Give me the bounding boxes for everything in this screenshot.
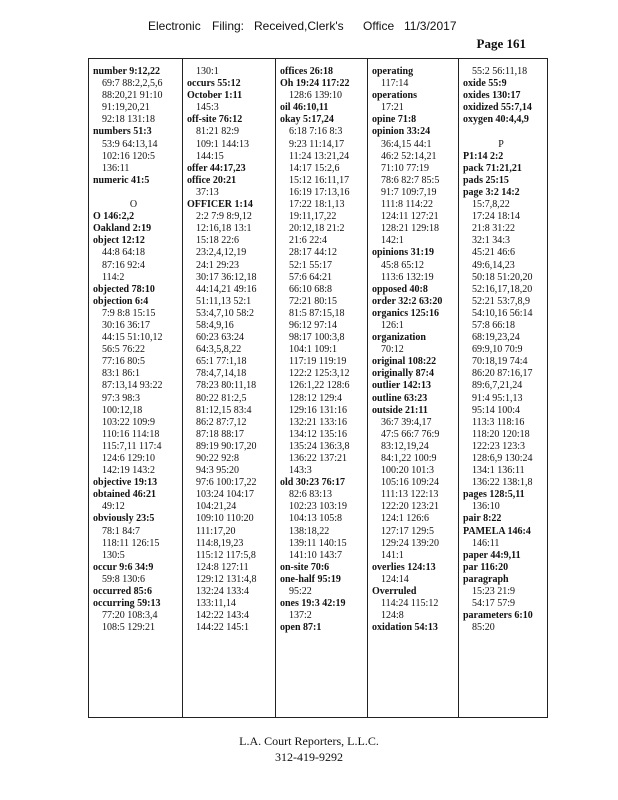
index-term: originally 87:4 (372, 368, 434, 380)
index-reference: 113:3 118:16 (472, 416, 525, 428)
index-reference: 36:4,15 44:1 (381, 138, 432, 150)
index-reference: 45:8 65:12 (381, 259, 425, 271)
index-reference: 57:8 66:18 (472, 319, 516, 331)
index-reference: 95:14 100:4 (472, 404, 521, 416)
index-reference: 111:13 122:13 (381, 489, 439, 501)
index-reference: 126:1 (381, 319, 404, 331)
index-reference: 77:16 80:5 (102, 356, 146, 368)
index-reference: 144:15 (196, 150, 224, 162)
index-term: original 108:22 (372, 356, 437, 368)
index-reference: 117:14 (381, 78, 409, 90)
index-term: old 30:23 76:17 (280, 477, 345, 489)
index-reference: 23:2,4,12,19 (196, 247, 247, 259)
index-reference: 129:16 131:16 (289, 404, 348, 416)
index-reference: 83:12,19,24 (381, 440, 429, 452)
index-reference: 77:20 108:3,4 (102, 610, 158, 622)
index-reference: 100:12,18 (102, 404, 143, 416)
index-reference: 30:16 36:17 (102, 319, 151, 331)
header-date: 11/3/2017 (404, 19, 457, 33)
spacer (93, 187, 182, 199)
index-term: open 87:1 (280, 622, 322, 634)
index-reference: 70:12 (381, 344, 404, 356)
index-term: parameters 6:10 (463, 610, 533, 622)
index-reference: 135:24 136:3,8 (289, 440, 350, 452)
index-reference: 103:22 109:9 (102, 416, 156, 428)
index-reference: 109:1 144:13 (196, 138, 250, 150)
index-reference: 53:4,7,10 58:2 (196, 307, 255, 319)
index-reference: 136:10 (472, 501, 500, 513)
page-number: Page 161 (476, 36, 526, 51)
index-term: number 9:12,22 (93, 66, 161, 77)
index-reference: 86:2 87:7,12 (196, 416, 247, 428)
index-term: on-site 70:6 (280, 561, 330, 573)
index-reference: 96:12 97:14 (289, 319, 338, 331)
index-reference: 21:8 31:22 (472, 223, 516, 235)
index-reference: 98:17 100:3,8 (289, 332, 345, 344)
index-reference: 50:18 51:20,20 (472, 271, 533, 283)
index-term: offer 44:17,23 (187, 162, 246, 174)
index-reference: 86:20 87:16,17 (472, 368, 533, 380)
index-reference: 141:1 (381, 549, 404, 561)
index-term: Overruled (372, 586, 417, 598)
index-reference: 52:16,17,18,20 (472, 283, 533, 295)
index-reference: 47:5 66:7 76:9 (381, 428, 440, 440)
index-term: page 3:2 14:2 (463, 186, 520, 198)
index-term: office 20:21 (187, 174, 237, 186)
index-reference: 58:4,9,16 (196, 319, 234, 331)
index-reference: 84:1,22 100:9 (381, 453, 437, 464)
index-reference: 7:9 8:8 15:15 (102, 307, 156, 319)
index-term: organics 125:16 (372, 307, 439, 319)
index-term: P1:14 2:2 (463, 150, 504, 162)
index-reference: 126:1,22 128:6 (289, 380, 350, 392)
index-reference: 124:14 (381, 573, 409, 585)
index-reference: 54:17 57:9 (472, 598, 516, 610)
index-term: occurred 85:6 (93, 586, 152, 598)
index-reference: 92:18 131:18 (102, 114, 156, 126)
index-reference: 97:3 98:3 (102, 392, 141, 404)
index-reference: 132:24 133:4 (196, 586, 250, 598)
index-reference: 80:22 81:2,5 (196, 392, 247, 404)
index-reference: 44:8 64:18 (102, 247, 146, 259)
index-reference: 12:16,18 13:1 (196, 223, 252, 235)
index-term: Oh 19:24 117:22 (280, 78, 350, 90)
index-reference: 133:11,14 (196, 598, 236, 610)
index-reference: 141:10 143:7 (289, 549, 343, 561)
index-reference: 130:1 (196, 66, 219, 77)
index-reference: 52:1 55:17 (289, 259, 333, 271)
footer-company: L.A. Court Reporters, L.L.C. (239, 734, 379, 748)
index-reference: 111:17,20 (196, 525, 236, 537)
index-reference: 17:21 (381, 102, 404, 114)
index-reference: 45:21 46:6 (472, 247, 516, 259)
index-reference: 102:23 103:19 (289, 501, 348, 513)
index-reference: 127:17 129:5 (381, 525, 435, 537)
index-term: pack 71:21,21 (463, 162, 522, 174)
index-reference: 20:12,18 21:2 (289, 223, 345, 235)
index-reference: 60:23 63:24 (196, 332, 245, 344)
index-term: numbers 51:3 (93, 126, 152, 138)
index-reference: 6:18 7:16 8:3 (289, 126, 343, 138)
index-term: object 12:12 (93, 235, 145, 247)
index-term: pads 25:15 (463, 174, 509, 186)
index-reference: 128:6 139:10 (289, 90, 343, 102)
index-reference: 37:13 (196, 186, 219, 198)
index-reference: 118:20 120:18 (472, 428, 530, 440)
index-reference: 11:24 13:21,24 (289, 150, 350, 162)
index-reference: 49:6,14,23 (472, 259, 515, 271)
index-reference: 111:8 114:22 (381, 199, 433, 211)
index-reference: 104:13 105:8 (289, 513, 343, 525)
index-reference: 2:2 7:9 8:9,12 (196, 211, 252, 223)
index-reference: 89:6,7,21,24 (472, 380, 523, 392)
index-term: oxidized 55:7,14 (463, 102, 532, 114)
index-reference: 36:7 39:4,17 (381, 416, 432, 428)
index-reference: 139:11 140:15 (289, 537, 347, 549)
index-term: operations (372, 90, 417, 102)
index-reference: 66:10 68:8 (289, 283, 333, 295)
index-reference: 132:21 133:16 (289, 416, 348, 428)
index-reference: 15:18 22:6 (196, 235, 240, 247)
index-reference: 81:12,15 83:4 (196, 404, 252, 416)
index-column-2 (182, 59, 275, 717)
index-reference: 15:23 21:9 (472, 586, 516, 598)
index-term: obviously 23:5 (93, 513, 155, 525)
index-reference: 44:14,21 49:16 (196, 283, 257, 295)
index-reference: 87:16 92:4 (102, 259, 146, 271)
index-term: obtained 46:21 (93, 489, 157, 501)
index-term: oxygen 40:4,4,9 (463, 114, 529, 126)
index-reference: 117:19 119:19 (289, 356, 347, 368)
index-reference: 68:19,23,24 (472, 332, 520, 344)
index-term: PAMELA 146:4 (463, 525, 531, 537)
index-reference: 122:20 123:21 (381, 501, 440, 513)
index-reference: 136:22 138:1,8 (472, 477, 533, 489)
index-reference: 118:11 126:15 (102, 537, 160, 549)
index-term: organization (372, 332, 426, 344)
index-reference: 91:7 109:7,19 (381, 186, 437, 198)
index-reference: 15:7,8,22 (472, 199, 510, 211)
index-reference: 17:22 18:1,13 (289, 199, 345, 211)
index-reference: 91:19,20,21 (102, 102, 150, 114)
index-term: opposed 40:8 (372, 283, 428, 295)
index-reference: 81:21 82:9 (196, 126, 240, 138)
index-reference: 52:21 53:7,8,9 (472, 295, 531, 307)
index-reference: 59:8 130:6 (102, 573, 146, 585)
index-reference: 143:3 (289, 465, 312, 477)
index-term: opinions 31:19 (372, 247, 434, 259)
header-electronic: Electronic (148, 19, 201, 33)
header-received: Received,Clerk's (254, 19, 344, 33)
index-reference: 114:8,19,23 (196, 537, 244, 549)
index-reference: 51:11,13 52:1 (196, 295, 252, 307)
index-reference: 53:9 64:13,14 (102, 138, 158, 150)
index-reference: 94:3 95:20 (196, 465, 240, 477)
index-reference: 95:22 (289, 586, 312, 598)
index-reference: 56:5 76:22 (102, 344, 146, 356)
header-filing: Filing: (212, 19, 245, 33)
footer-phone: 312-419-9292 (275, 750, 343, 764)
index-term: numeric 41:5 (93, 174, 150, 186)
index-term: objected 78:10 (93, 283, 155, 295)
index-reference: 124:8 127:11 (196, 561, 249, 573)
index-reference: 142:1 (381, 235, 404, 247)
index-reference: 128:6,9 130:24 (472, 453, 533, 464)
index-reference: 65:1 77:1,18 (196, 356, 247, 368)
index-reference: 88:20,21 91:10 (102, 90, 163, 102)
index-reference: 70:18,19 74:4 (472, 356, 528, 368)
index-reference: 114:24 115:12 (381, 598, 439, 610)
index-term: oxidation 54:13 (372, 622, 438, 634)
header-office: Office (363, 19, 395, 33)
index-reference: 100:20 101:3 (381, 465, 435, 477)
index-reference: 69:7 88:2,2,5,6 (102, 78, 163, 90)
index-column-1 (89, 59, 182, 717)
index-reference: 24:1 29:23 (196, 259, 240, 271)
index-reference: 82:6 83:13 (289, 489, 333, 501)
index-reference: 130:5 (102, 549, 125, 561)
index-reference: 110:16 114:18 (102, 428, 160, 440)
index-reference: 124:1 126:6 (381, 513, 430, 525)
index-reference: 124:8 (381, 610, 404, 622)
index-reference: 142:22 143:4 (196, 610, 250, 622)
index-reference: 16:19 17:13,16 (289, 186, 350, 198)
index-term: ones 19:3 42:19 (280, 598, 346, 610)
index-term: order 32:2 63:20 (372, 295, 443, 307)
index-term: paragraph (463, 573, 509, 585)
index-reference: 108:5 129:21 (102, 622, 156, 634)
index-reference: 30:17 36:12,18 (196, 271, 257, 283)
index-column-3 (275, 59, 367, 717)
index-reference: 122:2 125:3,12 (289, 368, 350, 380)
index-reference: 71:10 77:19 (381, 162, 430, 174)
index-reference: 69:9,10 70:9 (472, 344, 523, 356)
index-term: occur 9:6 34:9 (93, 561, 154, 573)
index-reference: 104:21,24 (196, 501, 237, 513)
index-reference: 55:2 56:11,18 (472, 66, 528, 77)
index-reference: 14:17 15:2,6 (289, 162, 340, 174)
index-reference: 122:23 123:3 (472, 440, 526, 452)
index-reference: 129:12 131:4,8 (196, 573, 257, 585)
index-reference: 134:12 135:16 (289, 428, 348, 440)
index-reference: 109:10 110:20 (196, 513, 254, 525)
index-term: pages 128:5,11 (463, 489, 525, 501)
section-letter: P (498, 138, 504, 150)
index-term: pair 8:22 (463, 513, 502, 525)
index-table (88, 58, 548, 718)
index-column-4 (367, 59, 458, 717)
index-reference: 49:12 (102, 501, 125, 513)
index-reference: 81:5 87:15,18 (289, 307, 345, 319)
index-reference: 128:21 129:18 (381, 223, 440, 235)
index-term: outline 63:23 (372, 392, 428, 404)
index-reference: 115:12 117:5,8 (196, 549, 256, 561)
index-term: OFFICER 1:14 (187, 199, 253, 211)
index-reference: 128:12 129:4 (289, 392, 343, 404)
index-reference: 129:24 139:20 (381, 537, 440, 549)
index-term: Oakland 2:19 (93, 223, 152, 235)
index-reference: 145:3 (196, 102, 219, 114)
index-reference: 78:23 80:11,18 (196, 380, 257, 392)
index-reference: 90:22 92:8 (196, 453, 240, 464)
index-term: opine 71:8 (372, 114, 417, 126)
index-term: occurring 59:13 (93, 598, 161, 610)
index-reference: 78:6 82:7 85:5 (381, 174, 440, 186)
index-reference: 105:16 109:24 (381, 477, 440, 489)
index-term: operating (372, 66, 414, 77)
index-reference: 32:1 34:3 (472, 235, 511, 247)
index-reference: 144:22 145:1 (196, 622, 250, 634)
section-letter: O (129, 199, 138, 211)
index-reference: 146:11 (472, 537, 500, 549)
index-reference: 78:1 84:7 (102, 525, 141, 537)
index-reference: 97:6 100:17,22 (196, 477, 257, 489)
index-reference: 44:15 51:10,12 (102, 332, 163, 344)
index-term: oxide 55:9 (463, 78, 507, 90)
index-reference: 54:10,16 56:14 (472, 307, 533, 319)
index-term: overlies 124:13 (372, 561, 436, 573)
index-reference: 103:24 104:17 (196, 489, 255, 501)
index-reference: 136:11 (102, 162, 130, 174)
index-term: one-half 95:19 (280, 573, 341, 585)
index-term: objection 6:4 (93, 295, 149, 307)
index-term: offices 26:18 (280, 66, 334, 77)
index-reference: 85:20 (472, 622, 495, 634)
index-reference: 136:22 137:21 (289, 453, 348, 464)
index-term: October 1:11 (187, 90, 243, 102)
index-reference: 102:16 120:5 (102, 150, 156, 162)
index-term: par 116:20 (463, 561, 509, 573)
index-term: opinion 33:24 (372, 126, 431, 138)
index-reference: 87:13,14 93:22 (102, 380, 163, 392)
index-reference: 9:23 11:14,17 (289, 138, 345, 150)
index-reference: 104:1 109:1 (289, 344, 338, 356)
index-reference: 115:7,11 117:4 (102, 440, 162, 452)
index-reference: 124:11 127:21 (381, 211, 439, 223)
index-column-5 (458, 59, 547, 717)
index-reference: 113:6 132:19 (381, 271, 434, 283)
index-term: oxides 130:17 (463, 90, 521, 102)
index-term: objective 19:13 (93, 477, 158, 489)
index-term: outside 21:11 (372, 404, 428, 416)
index-term: occurs 55:12 (187, 78, 241, 90)
index-reference: 17:24 18:14 (472, 211, 521, 223)
index-reference: 15:12 16:11,17 (289, 174, 350, 186)
index-reference: 137:2 (289, 610, 312, 622)
index-term: off-site 76:12 (187, 114, 243, 126)
index-reference: 57:6 64:21 (289, 271, 333, 283)
index-term: paper 44:9,11 (463, 549, 521, 561)
index-reference: 138:18,22 (289, 525, 330, 537)
index-reference: 83:1 86:1 (102, 368, 141, 380)
index-term: okay 5:17,24 (280, 114, 334, 126)
spacer (463, 126, 547, 138)
index-reference: 72:21 80:15 (289, 295, 338, 307)
index-reference: 46:2 52:14,21 (381, 150, 437, 162)
index-reference: 142:19 143:2 (102, 465, 156, 477)
index-reference: 89:19 90:17,20 (196, 440, 257, 452)
index-reference: 134:1 136:11 (472, 465, 525, 477)
index-reference: 78:4,7,14,18 (196, 368, 247, 380)
index-reference: 91:4 95:1,13 (472, 392, 523, 404)
index-reference: 114:2 (102, 271, 125, 283)
index-term: outlier 142:13 (372, 380, 431, 392)
index-reference: 19:11,17,22 (289, 211, 337, 223)
index-reference: 64:3,5,8,22 (196, 344, 242, 356)
index-reference: 124:6 129:10 (102, 453, 156, 464)
index-reference: 21:6 22:4 (289, 235, 328, 247)
index-term: O 146:2,2 (93, 211, 135, 223)
index-term: oil 46:10,11 (280, 102, 329, 114)
index-reference: 28:17 44:12 (289, 247, 338, 259)
index-reference: 87:18 88:17 (196, 428, 245, 440)
